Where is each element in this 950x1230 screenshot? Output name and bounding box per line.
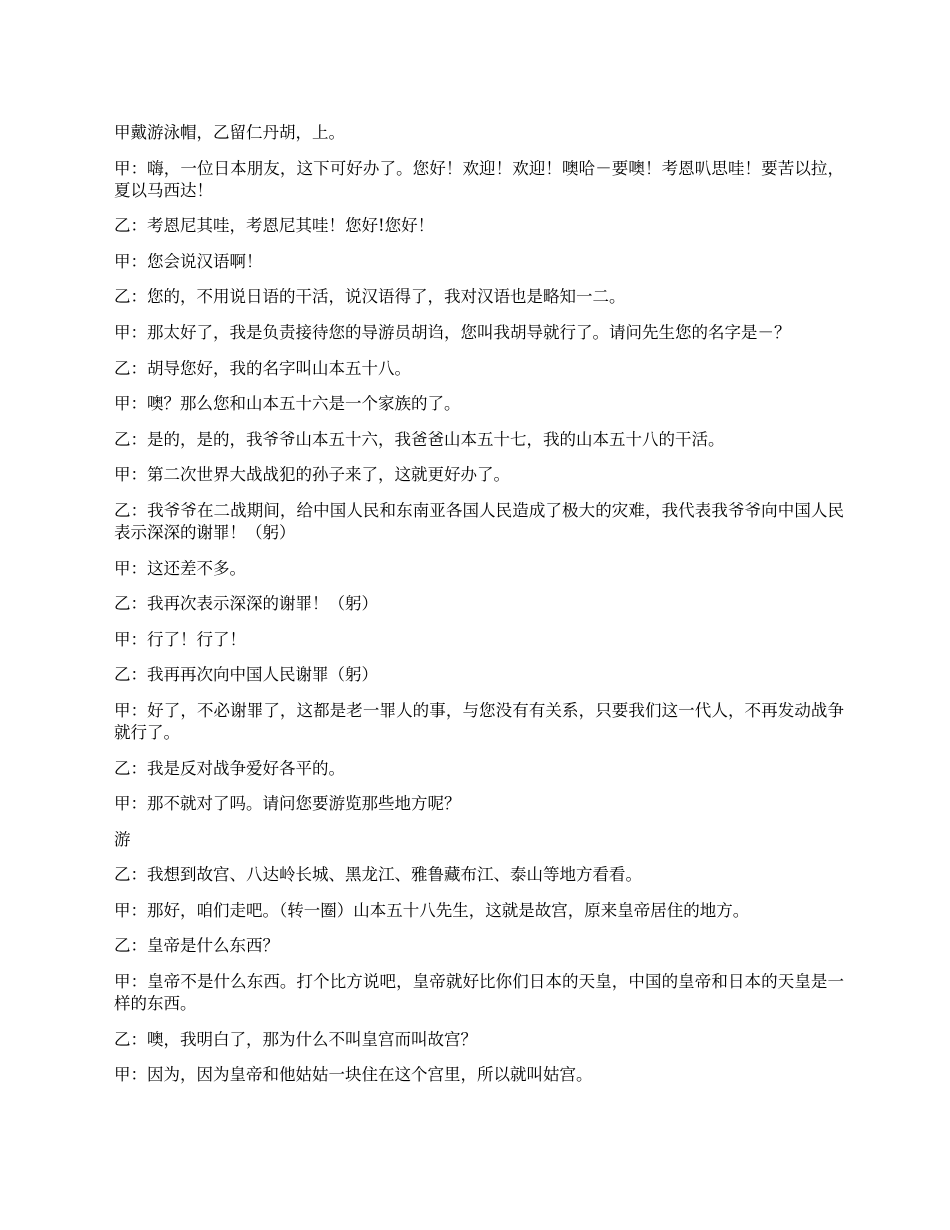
dialogue-line: 甲：这还差不多。 (114, 558, 246, 578)
dialogue-line: 乙：我爷爷在二战期间，给中国人民和东南亚各国人民造成了极大的灾难，我代表我爷爷向中国人民表示深深的谢罪！（躬） (114, 500, 844, 542)
dialogue-line: 乙：我再再次向中国人民谢罪（躬） (114, 665, 378, 685)
document-page (114, 122, 844, 1100)
dialogue-line: 甲：嗨，一位日本朋友，这下可好办了。您好！欢迎！欢迎！噢哈－要噢！考恩叭思哇！要苦以拉，夏以马西达！ (114, 158, 844, 200)
dialogue-line: 乙：皇帝是什么东西？ (114, 936, 279, 956)
dialogue-line: 甲：那太好了，我是负责接待您的导游员胡诌，您叫我胡导就行了。请问先生您的名字是－？ (114, 322, 791, 342)
dialogue-line: 甲：您会说汉语啊！ (114, 251, 263, 271)
stage-direction: 甲戴游泳帽，乙留仁丹胡，上。 (114, 123, 345, 142)
dialogue-line: 甲：皇帝不是什么东西。打个比方说吧，皇帝就好比你们日本的天皇，中国的皇帝和日本的天皇是一样的东西。 (114, 972, 844, 1014)
dialogue-line: 乙：我是反对战争爱好各平的。 (114, 758, 345, 778)
dialogue-line: 甲：噢？那么您和山本五十六是一个家族的了。 (114, 394, 461, 414)
dialogue-line: 乙：是的，是的，我爷爷山本五十六，我爸爸山本五十七，我的山本五十八的干活。 (114, 429, 725, 449)
dialogue-line: 乙：您的，不用说日语的干活，说汉语得了，我对汉语也是略知一二。 (114, 287, 626, 307)
dialogue-line: 甲：好了，不必谢罪了，这都是老一罪人的事，与您没有有关系，只要我们这一代人，不再发动战争就行了。 (114, 700, 844, 742)
dialogue-line: 乙：考恩尼其哇，考恩尼其哇！您好!您好！ (114, 216, 435, 236)
dialogue-line: 乙：噢，我明白了，那为什么不叫皇宫而叫故宫？ (114, 1029, 477, 1049)
dialogue-line: 乙：我想到故宫、八达岭长城、黑龙江、雅鲁藏布江、泰山等地方看看。 (114, 865, 642, 885)
dialogue-line: 甲：行了！行了！ (114, 629, 246, 649)
dialogue-line: 乙：我再次表示深深的谢罪！（躬） (114, 594, 378, 614)
dialogue-line: 甲：那不就对了吗。请问您要游览那些地方呢？ (114, 794, 461, 814)
dialogue-line: 乙：胡导您好，我的名字叫山本五十八。 (114, 358, 411, 378)
section-marker: 游 (114, 829, 131, 849)
dialogue-line: 甲：那好，咱们走吧。（转一圈）山本五十八先生，这就是故宫，原来皇帝居住的地方。 (114, 900, 750, 920)
dialogue-line: 甲：因为，因为皇帝和他姑姑一块住在这个宫里，所以就叫姑宫。 (114, 1065, 593, 1085)
dialogue-line: 甲：第二次世界大战战犯的孙子来了，这就更好办了。 (114, 465, 510, 485)
